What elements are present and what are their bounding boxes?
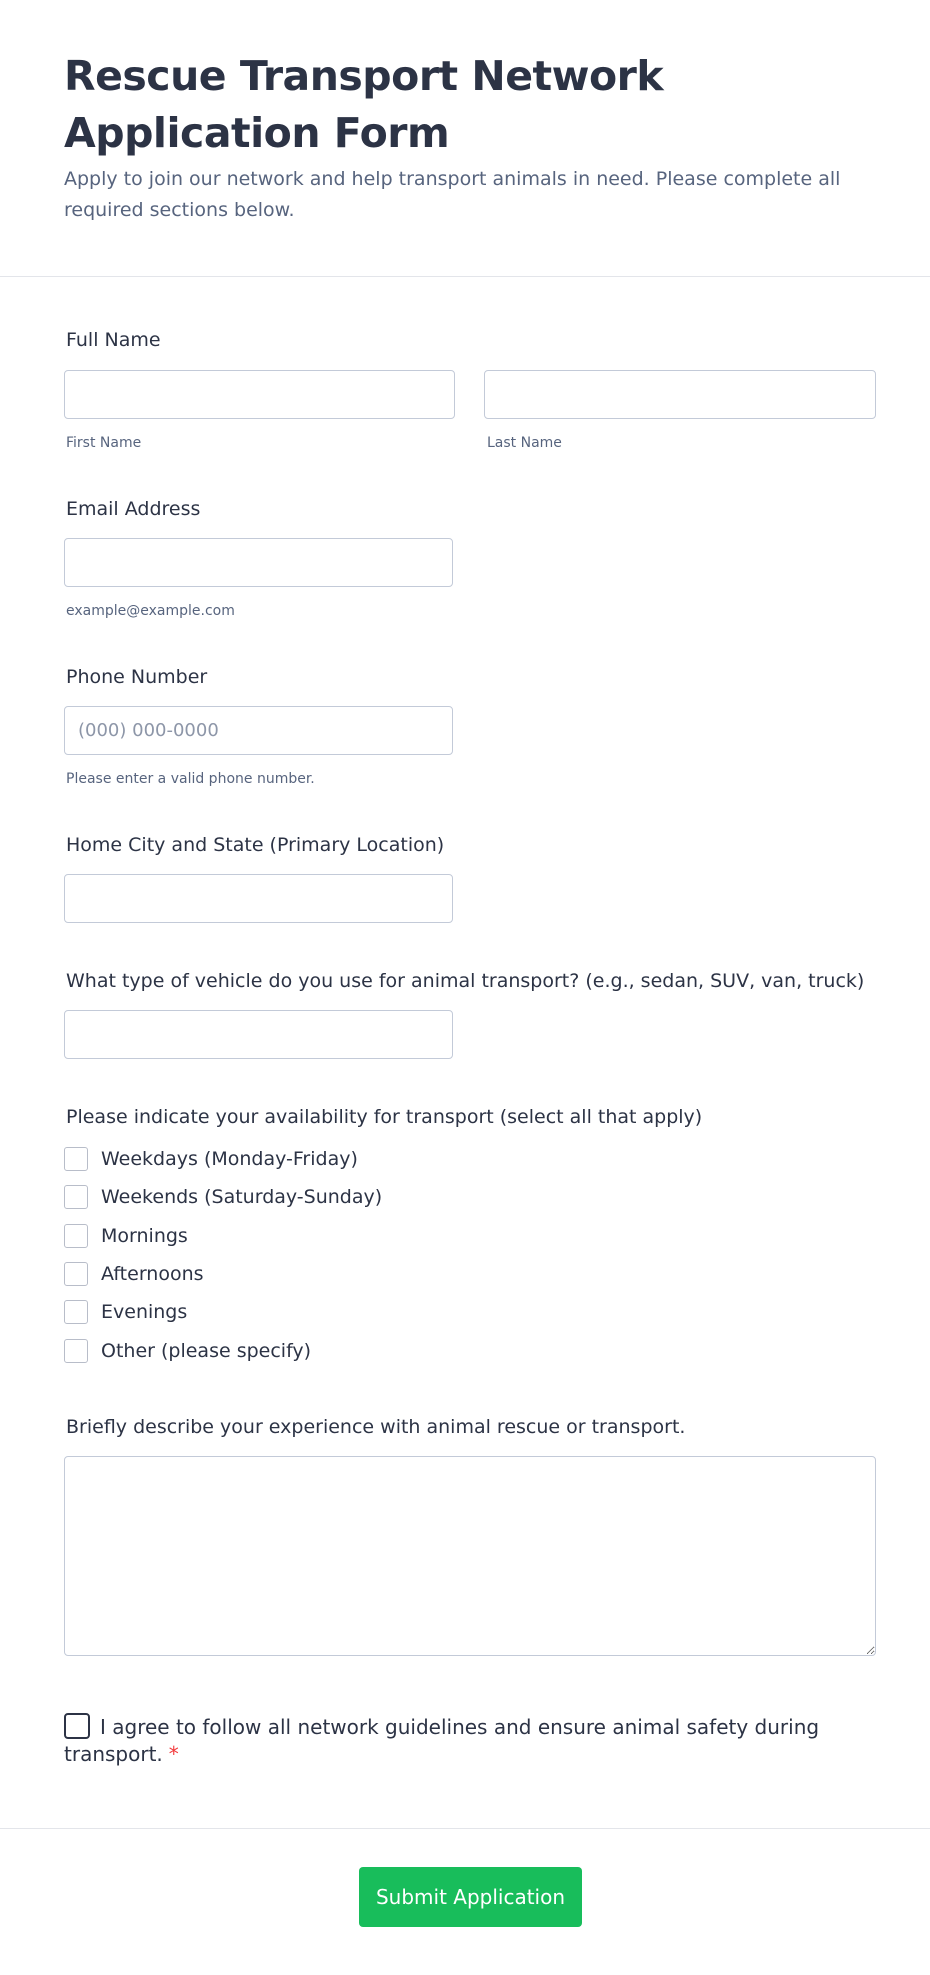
first-name-sublabel: First Name [66,435,142,451]
form-subtitle: Apply to join our network and help transport animals in need. Please complete all required sections below. [64,168,841,221]
option-label: Weekdays (Monday-Friday) [101,1148,358,1170]
last-name-sublabel: Last Name [487,435,562,451]
option-label: Mornings [101,1225,188,1247]
first-name-input[interactable] [64,370,455,419]
email-input[interactable] [64,538,453,587]
option-label: Other (please specify) [101,1340,312,1362]
availability-option-other[interactable] [64,1337,311,1365]
form-footer [0,1828,930,1975]
checkbox[interactable] [64,1339,88,1363]
agreement-text: I agree to follow all network guidelines and ensure animal safety during transport. [64,1715,820,1766]
option-label: Weekends (Saturday-Sunday) [101,1186,383,1208]
availability-option-weekends[interactable] [64,1183,382,1211]
availability-option-weekdays[interactable] [64,1145,358,1173]
phone-input[interactable] [64,706,453,755]
vehicle-input[interactable] [64,1010,453,1059]
email-sublabel: example@example.com [66,603,235,619]
home-city-input[interactable] [64,874,453,923]
availability-option-afternoons[interactable] [64,1260,204,1288]
phone-sublabel: Please enter a valid phone number. [66,771,315,787]
checkbox[interactable] [64,1185,88,1209]
phone-label: Phone Number [66,666,208,688]
availability-option-mornings[interactable] [64,1222,188,1250]
availability-label: Please indicate your availability for transport (select all that apply) [66,1106,703,1128]
experience-textarea[interactable] [64,1456,876,1656]
agreement-row[interactable] [64,1713,824,1768]
form-header [0,0,930,277]
checkbox[interactable] [64,1262,88,1286]
full-name-label: Full Name [66,329,161,351]
vehicle-label: What type of vehicle do you use for animal transport? (e.g., sedan, SUV, van, truck) [66,970,865,992]
checkbox[interactable] [64,1147,88,1171]
home-city-label: Home City and State (Primary Location) [66,834,445,856]
agreement-checkbox[interactable] [64,1713,90,1739]
option-label: Afternoons [101,1263,204,1285]
availability-option-evenings[interactable] [64,1298,187,1326]
checkbox[interactable] [64,1300,88,1324]
option-label: Evenings [101,1301,188,1323]
checkbox[interactable] [64,1224,88,1248]
form-title: Rescue Transport Network Application Form [64,52,664,157]
last-name-input[interactable] [484,370,876,419]
required-asterisk: * [168,1742,179,1766]
experience-label: Briefly describe your experience with animal rescue or transport. [66,1416,686,1438]
email-label: Email Address [66,498,201,520]
submit-application-button[interactable]: Submit Application [359,1867,582,1927]
